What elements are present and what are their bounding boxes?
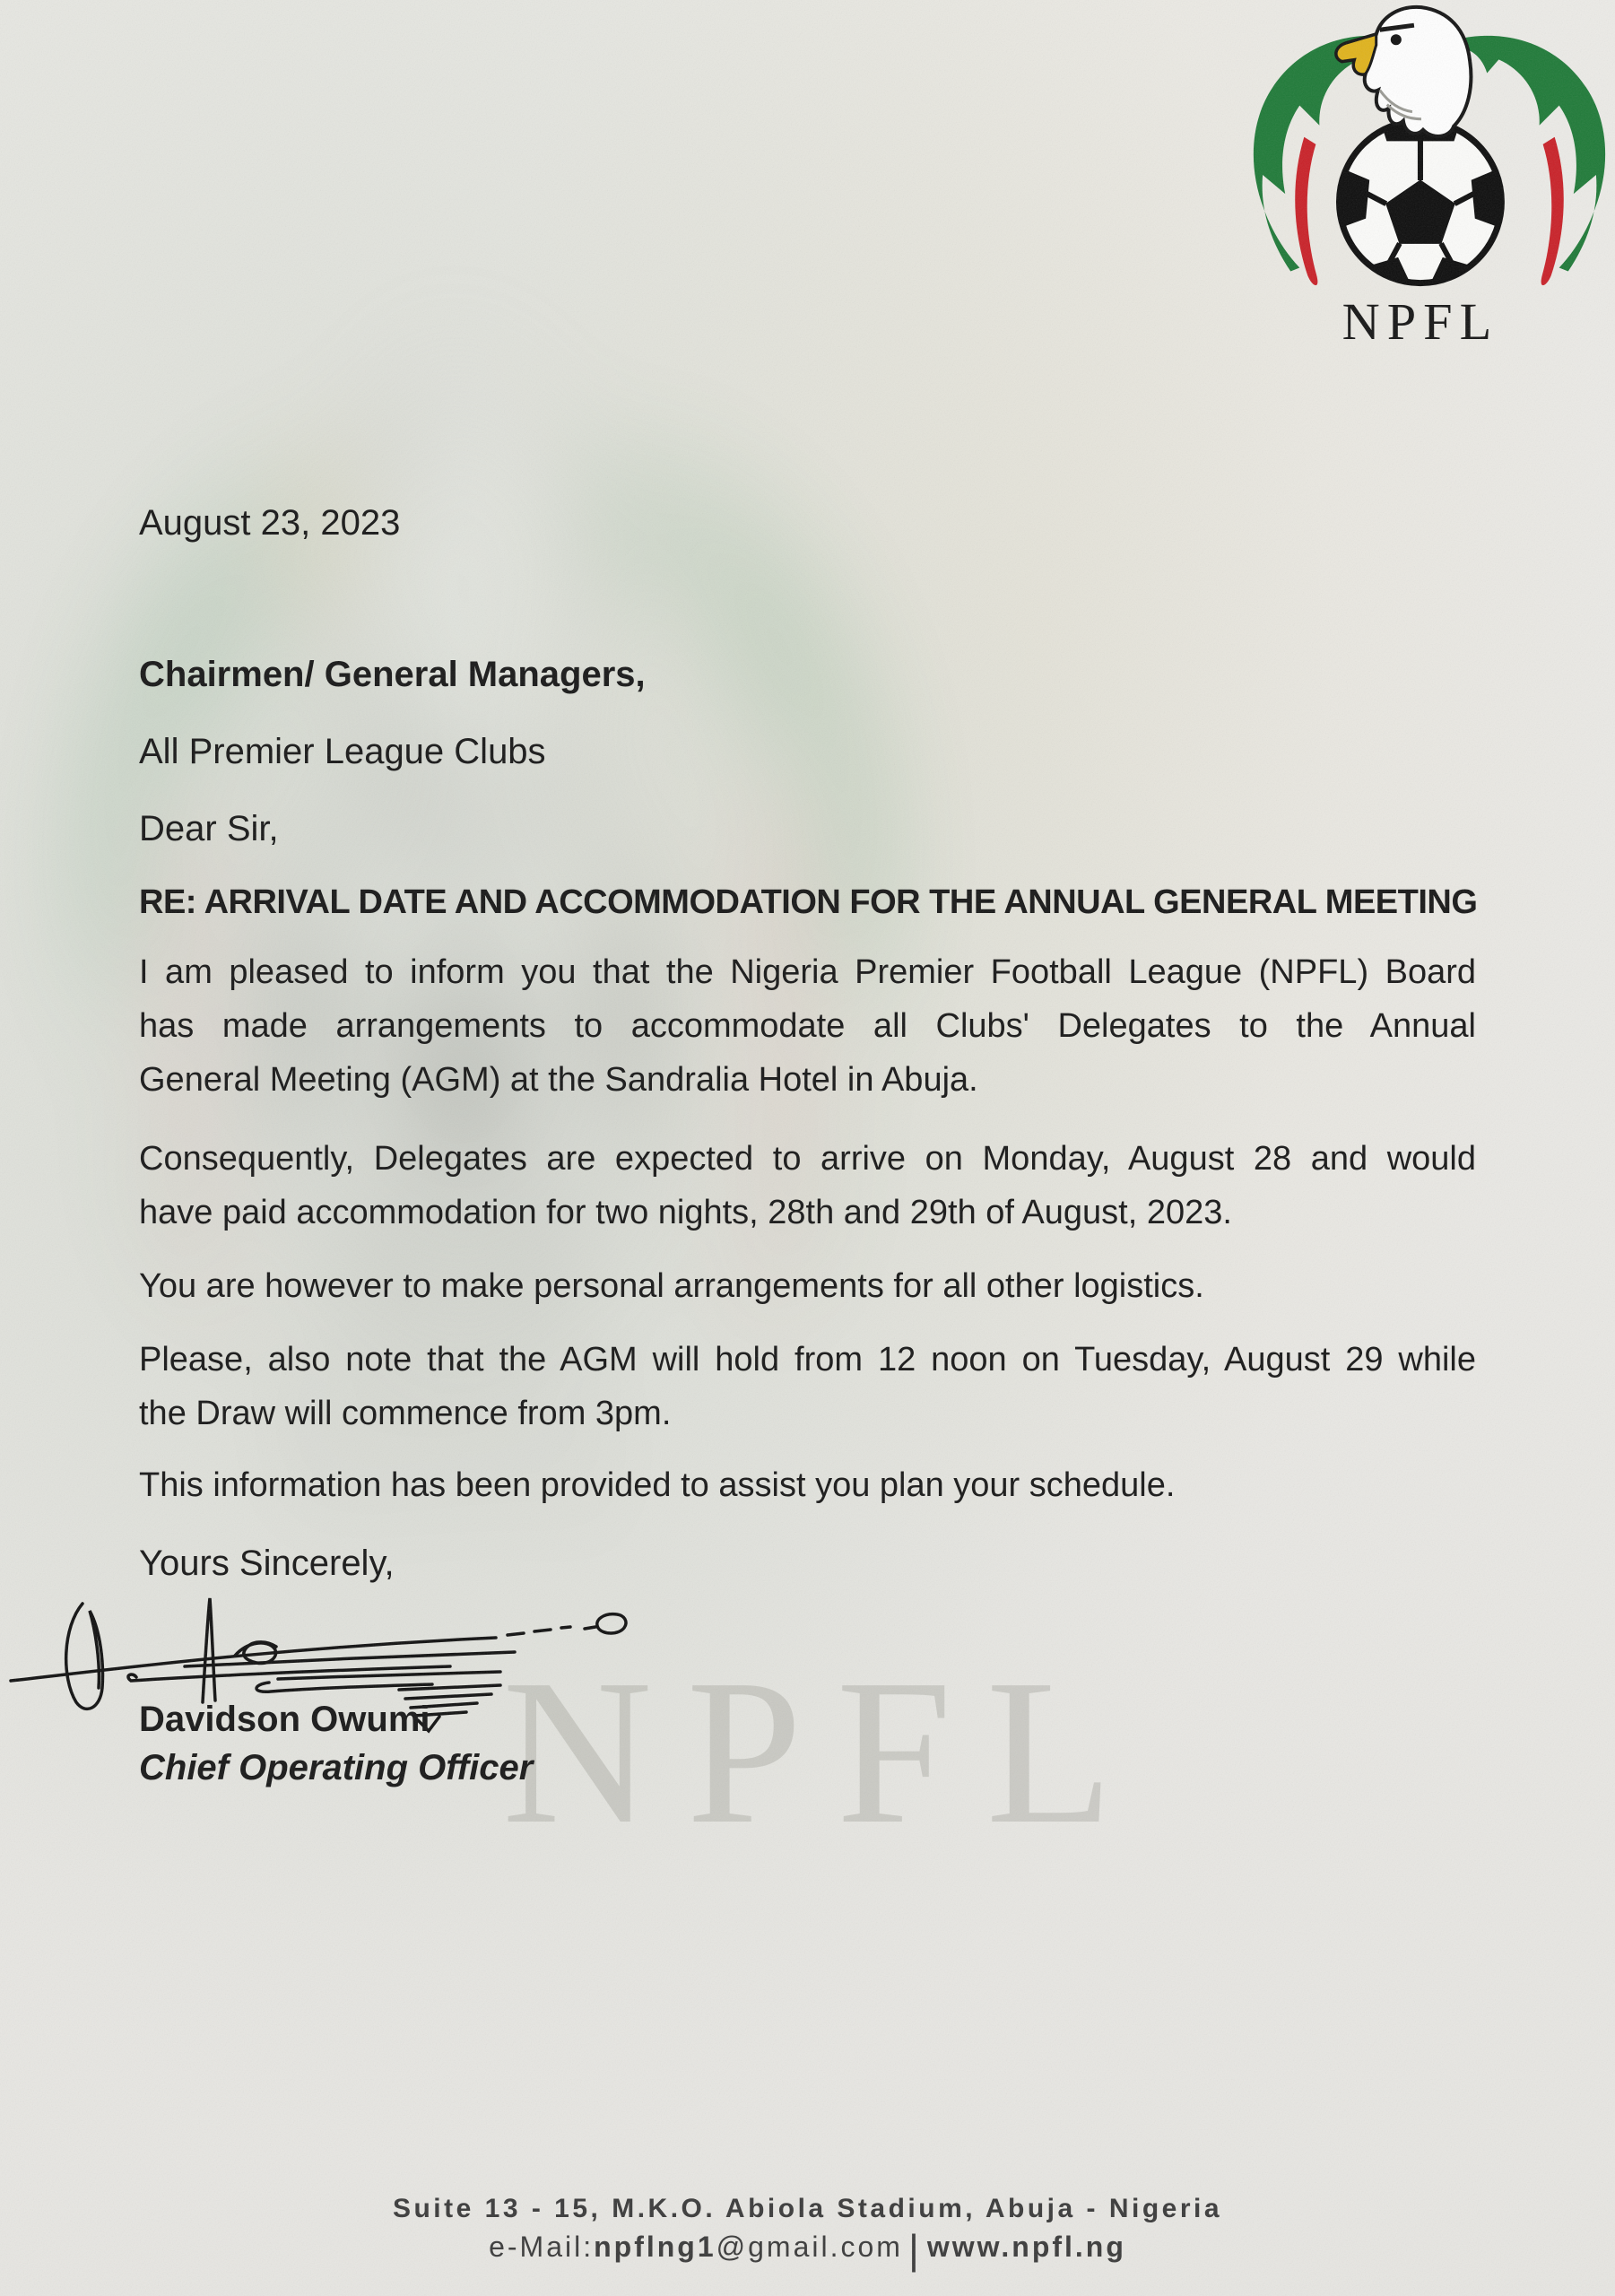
paragraph-2 [139,1132,1476,1239]
signatory-name: Davidson Owumi [139,1700,430,1739]
paragraph-4-line-2: the Draw will commence from 3pm. [139,1395,672,1432]
signatory-title: Chief Operating Officer [139,1748,534,1787]
footer-email-label: e-Mail: [489,2231,595,2263]
paragraph-1-line-1: I am pleased to inform you that the Nigeria Premier Football League (NPFL) Board [139,953,1476,991]
letter-date: August 23, 2023 [139,503,401,543]
footer-email-domain: @gmail.com [716,2231,903,2263]
npfl-text-watermark: NPFL [502,1637,1148,1867]
subject-line: RE: ARRIVAL DATE AND ACCOMMODATION FOR THE ANNUAL GENERAL MEETING [139,883,1478,921]
closing-line: Yours Sincerely, [139,1544,395,1583]
salutation-line: Dear Sir, [139,809,279,848]
paragraph-1-line-3: General Meeting (AGM) at the Sandralia Hotel in Abuja. [139,1061,978,1099]
recipient-org-line: All Premier League Clubs [139,732,546,771]
footer-website: www.npfl.ng [926,2231,1126,2263]
npfl-crest-logo [1245,4,1614,346]
paragraph-1-line-2: has made arrangements to accommodate all Clubs' Delegates to the Annual [139,1007,1476,1045]
paragraph-1 [139,945,1476,1107]
paragraph-2-line-2: have paid accommodation for two nights, 28th and 29th of August, 2023. [139,1194,1232,1231]
footer-divider: | [907,2226,922,2273]
footer-email-user: npflng1 [594,2231,716,2263]
recipient-line: Chairmen/ General Managers, [139,655,646,694]
footer-contact [0,2225,1615,2274]
paragraph-4-line-1: Please, also note that the AGM will hold from 12 noon on Tuesday, August 29 while [139,1341,1476,1378]
paragraph-2-line-1: Consequently, Delegates are expected to arrive on Monday, August 28 and would [139,1140,1476,1178]
footer-address: Suite 13 - 15, M.K.O. Abiola Stadium, Abuja - Nigeria [392,2194,1223,2223]
paragraph-4 [139,1333,1476,1440]
paragraph-5: This information has been provided to assist you plan your schedule. [139,1466,1176,1504]
paragraph-3: You are however to make personal arrangements for all other logistics. [139,1267,1204,1305]
